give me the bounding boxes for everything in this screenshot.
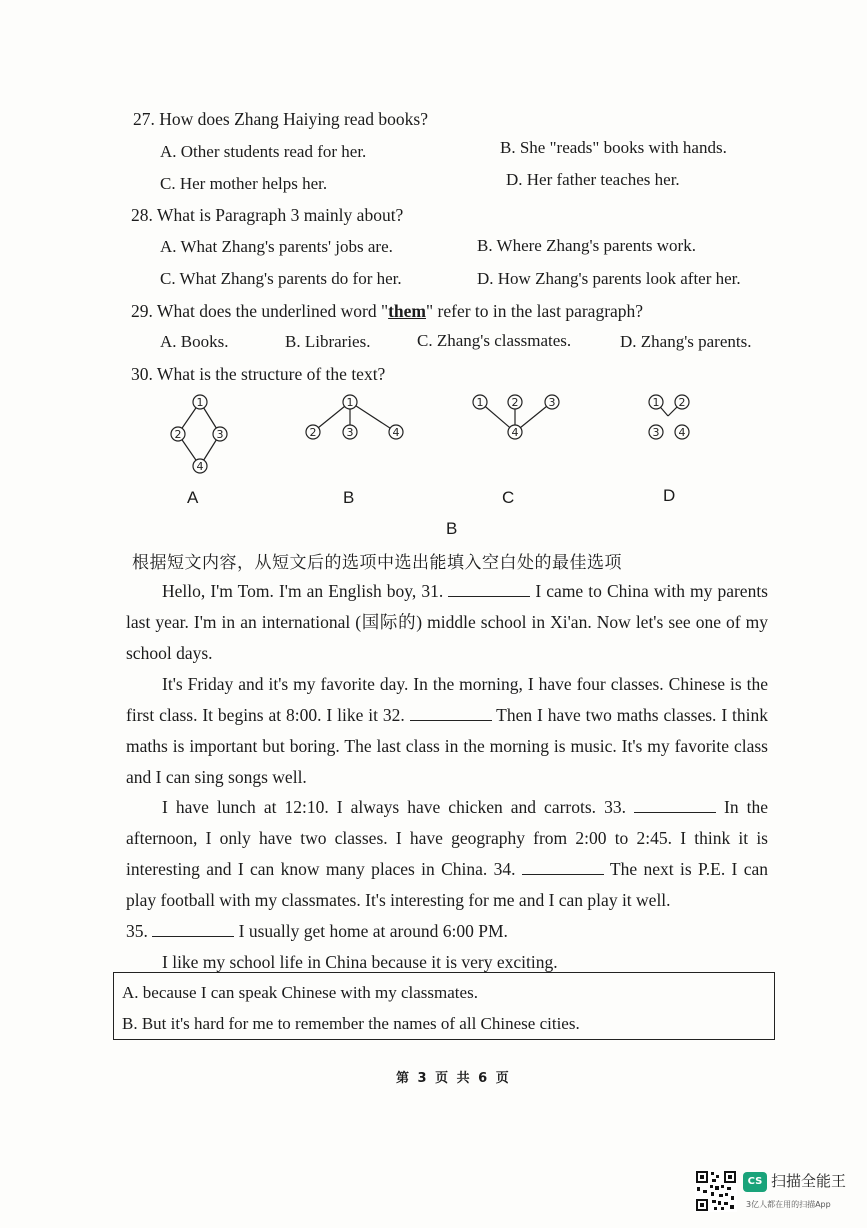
question-29-option-a: A. Books. xyxy=(160,332,229,351)
section-title: B xyxy=(446,519,458,538)
diagram-label-c: C xyxy=(502,488,515,507)
answer-blank-34[interactable] xyxy=(522,860,604,875)
section-instructions: 根据短文内容，从短文后的选项中选出能填入空白处的最佳选项 xyxy=(132,553,622,573)
svg-text:1: 1 xyxy=(196,396,204,409)
question-29-stem-suffix: " refer to in the last paragraph? xyxy=(426,301,644,321)
passage-text: Hello, I'm Tom. I'm an English boy, 31. xyxy=(162,581,444,601)
question-27-option-d: D. Her father teaches her. xyxy=(506,170,680,189)
svg-text:1: 1 xyxy=(346,396,354,409)
passage-paragraph-2 xyxy=(126,669,768,793)
passage-paragraph-4 xyxy=(126,916,768,947)
question-29-stem-prefix: 29. What does the underlined word " xyxy=(131,301,389,321)
svg-text:2: 2 xyxy=(511,396,519,409)
passage-text: I have lunch at 12:10. I always have chicken and carrots. 33. xyxy=(162,797,626,817)
svg-text:1: 1 xyxy=(652,396,660,409)
svg-text:4: 4 xyxy=(511,426,519,439)
answer-blank-31[interactable] xyxy=(448,582,530,597)
choice-a: A. because I can speak Chinese with my classmates. xyxy=(122,983,478,1002)
question-29-option-c: C. Zhang's classmates. xyxy=(417,331,572,350)
question-29-stem xyxy=(131,301,643,322)
structure-diagram-a xyxy=(160,392,240,487)
passage-text: In the afternoon, I only have two classes. I have geography from 2:00 to 2:45. I think it is interesting and I can know many places in China. 34. xyxy=(126,797,769,879)
passage-text: I came to China with my parents last year. I'm in an international (国际的) middle school in Xi'an. Now let's see one of my school days. xyxy=(126,581,768,663)
svg-text:4: 4 xyxy=(678,426,686,439)
passage-text: The next is P.E. I can play football with my classmates. It's interesting for me and I can play it well. xyxy=(126,859,769,910)
passage-text: 35. xyxy=(126,921,148,941)
question-28-stem: 28. What is Paragraph 3 mainly about? xyxy=(131,205,404,225)
passage-paragraph-1 xyxy=(126,576,768,669)
question-28-option-a: A. What Zhang's parents' jobs are. xyxy=(160,237,393,256)
question-30-stem: 30. What is the structure of the text? xyxy=(131,364,386,384)
choices-box xyxy=(113,972,775,1040)
svg-text:3: 3 xyxy=(346,426,354,439)
scanner-app-name: 扫描全能王 xyxy=(771,1172,847,1190)
passage-text: I usually get home at around 6:00 PM. xyxy=(238,921,508,941)
svg-text:1: 1 xyxy=(476,396,484,409)
passage-text: I like my school life in China because it is very exciting. xyxy=(162,952,558,972)
question-27-stem: 27. How does Zhang Haiying read books? xyxy=(133,109,429,129)
svg-text:4: 4 xyxy=(392,426,400,439)
svg-text:3: 3 xyxy=(548,396,556,409)
question-29-option-d: D. Zhang's parents. xyxy=(620,332,752,351)
question-27-option-a: A. Other students read for her. xyxy=(160,142,367,161)
structure-diagram-d xyxy=(642,392,702,452)
question-28-option-b: B. Where Zhang's parents work. xyxy=(477,236,696,255)
passage-paragraph-3 xyxy=(126,792,768,916)
qr-code-icon xyxy=(695,1170,737,1212)
page-footer: 第 3 页 共 6 页 xyxy=(396,1071,511,1086)
svg-text:4: 4 xyxy=(196,460,204,473)
question-28-option-d: D. How Zhang's parents look after her. xyxy=(477,269,741,288)
answer-blank-32[interactable] xyxy=(410,706,492,721)
camscanner-logo: CS xyxy=(743,1172,767,1192)
svg-text:2: 2 xyxy=(174,428,182,441)
answer-blank-35[interactable] xyxy=(152,922,234,937)
question-29-option-b: B. Libraries. xyxy=(285,332,371,351)
choice-b: B. But it's hard for me to remember the names of all Chinese cities. xyxy=(122,1014,580,1033)
answer-blank-33[interactable] xyxy=(634,798,716,813)
structure-diagram-b xyxy=(298,392,413,457)
diagram-label-b: B xyxy=(343,488,355,507)
svg-text:3: 3 xyxy=(216,428,224,441)
question-27-option-b: B. She "reads" books with hands. xyxy=(500,138,727,157)
passage-text: Then I have two maths classes. I think maths is important but boring. The last class in the morning is music. It's my favorite class and I can sing songs well. xyxy=(126,705,769,787)
svg-text:2: 2 xyxy=(309,426,317,439)
passage-text: It's Friday and it's my favorite day. In the morning, I have four classes. Chinese is the first class. It begins at 8:00. I like it 32. xyxy=(126,674,768,725)
svg-text:2: 2 xyxy=(678,396,686,409)
scanner-app-slogan: 3亿人都在用的扫描App xyxy=(746,1200,831,1209)
question-27-option-c: C. Her mother helps her. xyxy=(160,174,328,193)
diagram-label-a: A xyxy=(187,488,199,507)
svg-text:3: 3 xyxy=(652,426,660,439)
question-28-option-c: C. What Zhang's parents do for her. xyxy=(160,269,402,288)
underlined-word-them: them xyxy=(388,301,427,321)
structure-diagram-c xyxy=(468,392,568,457)
diagram-label-d: D xyxy=(663,486,676,505)
